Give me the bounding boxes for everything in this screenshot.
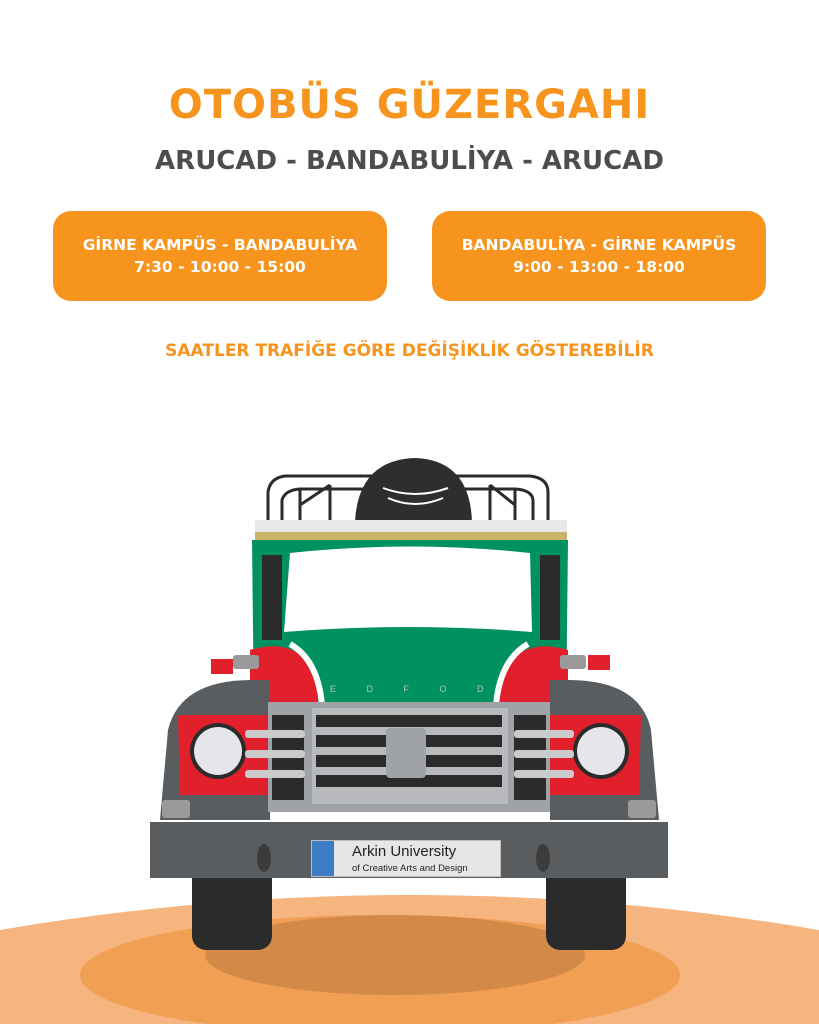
page-title: OTOBÜS GÜZERGAHI	[168, 82, 651, 128]
route-subtitle: ARUCAD - BANDABULİYA - ARUCAD	[155, 146, 664, 176]
plate-university-name: Arkin University	[352, 843, 457, 860]
plate-stripe	[312, 841, 334, 876]
schedule-times: 7:30 - 10:00 - 15:00	[134, 258, 306, 276]
schedule-card-return	[432, 211, 766, 301]
roof-dome	[355, 458, 472, 522]
schedule-route: BANDABULİYA - GİRNE KAMPÜS	[461, 236, 737, 254]
schedule-card-outbound	[53, 211, 387, 301]
schedule-times: 9:00 - 13:00 - 18:00	[513, 258, 685, 276]
schedule-route: GİRNE KAMPÜS - BANDABULİYA	[82, 236, 358, 254]
traffic-notice: SAATLER TRAFİĞE GÖRE DEĞİŞİKLİK GÖSTEREBİLİR	[165, 341, 654, 361]
grille-letters: E D F O D	[330, 684, 498, 694]
windshield	[284, 547, 532, 633]
license-plate	[311, 840, 501, 877]
plate-university-subtitle: of Creative Arts and Design	[352, 863, 468, 874]
